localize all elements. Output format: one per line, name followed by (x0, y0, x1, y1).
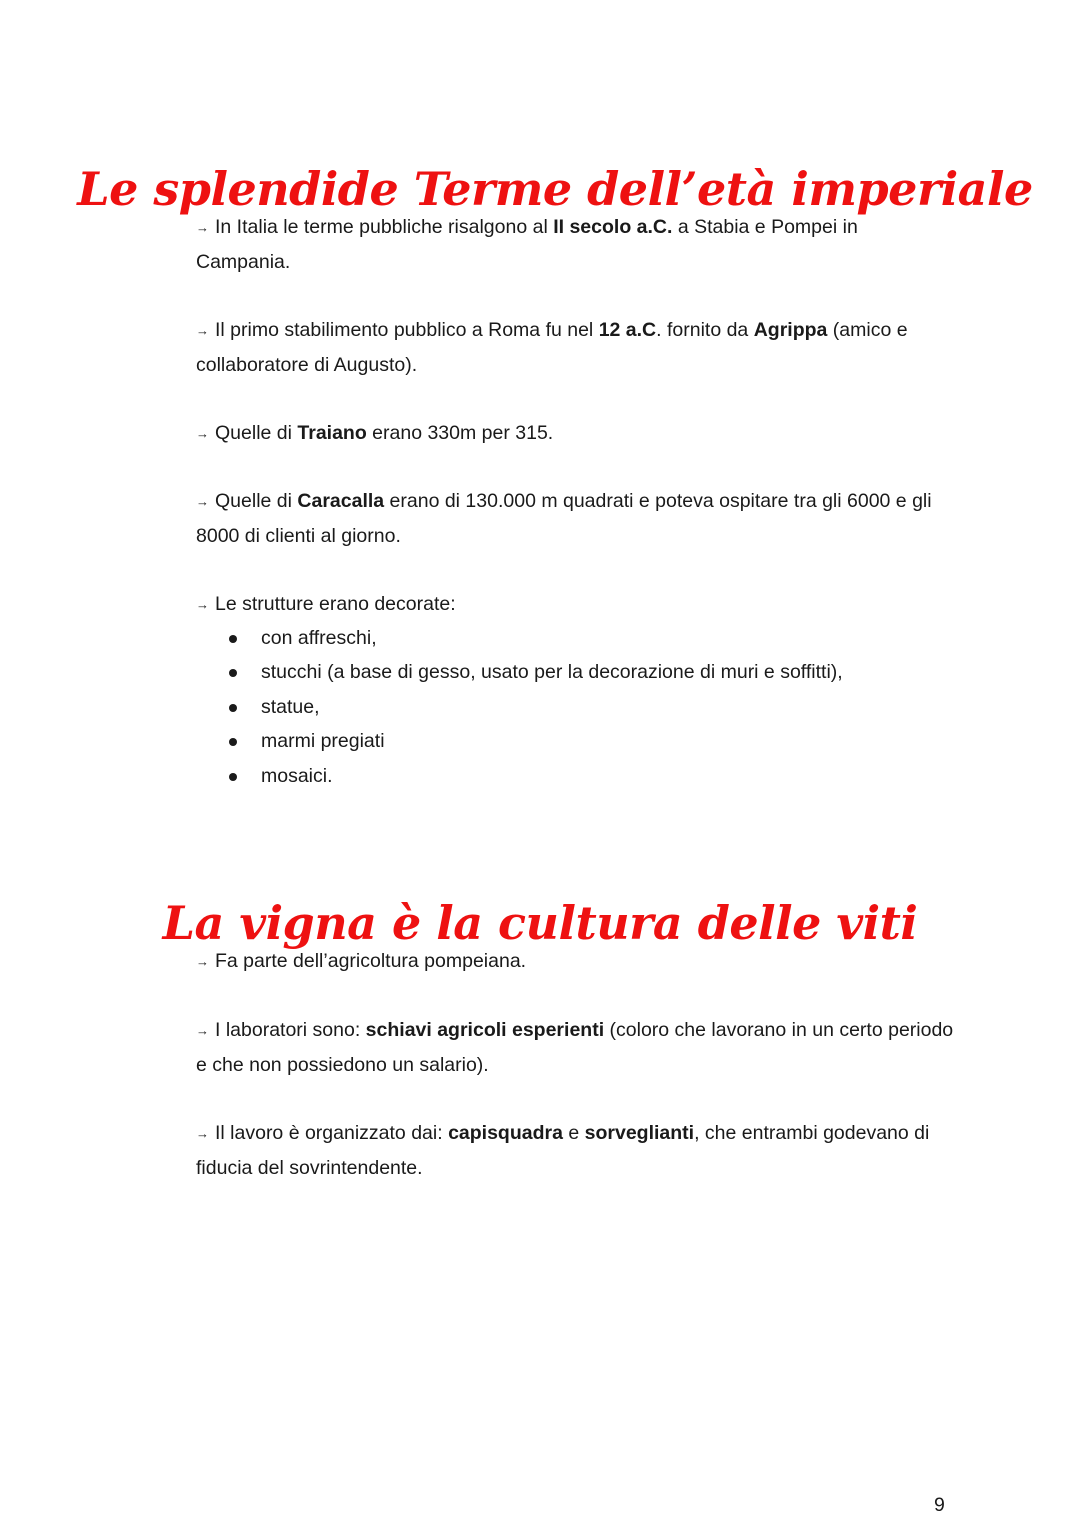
arrow-icon: → (196, 1023, 209, 1038)
paragraph-traiano: → Quelle di Traiano erano 330m per 315. (196, 416, 956, 451)
arrow-icon: → (196, 426, 209, 441)
paragraph-workers: → I laboratori sono: schiavi agricoli esperienti (coloro che lavorano in un certo periodo e che non possiedono un salario). (196, 1013, 956, 1082)
bullet-icon (229, 773, 237, 781)
list-item: marmi pregiati (196, 724, 956, 758)
paragraph-decorations: → Le strutture erano decorate: (196, 587, 956, 622)
paragraph-caracalla: → Quelle di Caracalla erano di 130.000 m quadrati e poteva ospitare tra gli 6000 e gli 8000 di clienti al giorno. (196, 484, 956, 553)
bullet-icon (229, 669, 237, 677)
arrow-icon: → (196, 597, 209, 612)
paragraph-first-establishment: → Il primo stabilimento pubblico a Roma fu nel 12 a.C. fornito da Agrippa (amico e collaboratore di Augusto). (196, 313, 956, 382)
section-title-vigna: La vigna è la cultura delle viti (162, 895, 918, 950)
paragraph-organization: → Il lavoro è organizzato dai: capisquadra e sorveglianti, che entrambi godevano di fiducia del sovrintendente. (196, 1116, 956, 1185)
decoration-list (196, 621, 956, 793)
bullet-icon (229, 738, 237, 746)
arrow-icon: → (196, 954, 209, 969)
bullet-icon (229, 704, 237, 712)
paragraph-terme-origin: → In Italia le terme pubbliche risalgono al II secolo a.C. a Stabia e Pompei in Campania. (196, 210, 956, 279)
arrow-icon: → (196, 323, 209, 338)
page-number: 9 (934, 1494, 945, 1516)
arrow-icon: → (196, 1126, 209, 1141)
list-item: con affreschi, (196, 621, 956, 655)
arrow-icon: → (196, 220, 209, 235)
bullet-icon (229, 635, 237, 643)
arrow-icon: → (196, 494, 209, 509)
list-item: statue, (196, 690, 956, 724)
list-item: stucchi (a base di gesso, usato per la decorazione di muri e soffitti), (196, 655, 956, 689)
list-item: mosaici. (196, 759, 956, 793)
section-title-terme: Le splendide Terme dell’età imperiale (77, 161, 1033, 216)
paragraph-agriculture: → Fa parte dell’agricoltura pompeiana. (196, 944, 956, 979)
